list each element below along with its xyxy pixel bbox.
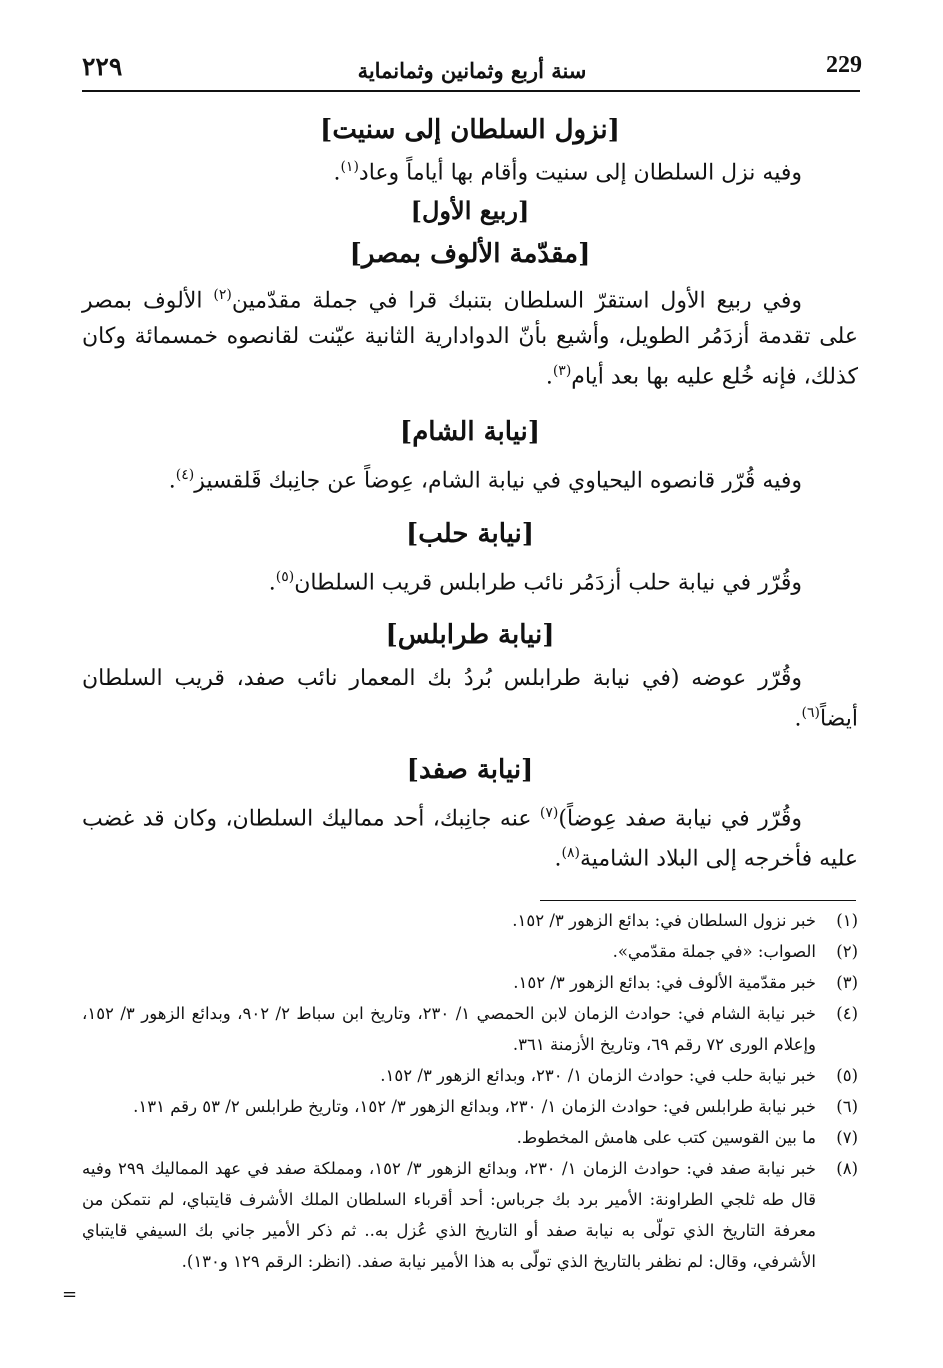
footnote-text: خبر نيابة الشام في: حوادث الزمان لابن الحمصي ١/ ٢٣٠، وتاريخ ابن سباط ٢/ ٩٠٢، وبدائع الزهور ٣/ ١٥٢، وإعلام الورى ٧٢ رقم ٦٩، وتاريخ الأزمنة ٣٦١. [82, 1004, 816, 1054]
page-number-arabic: ٢٢٩ [82, 52, 123, 81]
header-rule [82, 90, 860, 92]
footnote-number: (٦) [836, 1097, 858, 1116]
footnote-ref: (٨) [561, 845, 580, 862]
footnote-text: خبر مقدّمية الألوف في: بدائع الزهور ٣/ ١٥٢. [513, 973, 816, 992]
footnote-ref: (٤) [175, 466, 195, 483]
footnote [82, 1091, 858, 1122]
paragraph: وفيه قُرّر قانصوه اليحياوي في نيابة الشام، عِوضاً عن جانِبك قَلقسيز$^{(٤)}$. [168, 466, 802, 494]
footnote [82, 1153, 858, 1277]
footnote-number: (٣) [836, 973, 858, 992]
running-title: سنة أربع وثمانين وثمانماية [357, 58, 587, 83]
footnote [82, 905, 858, 936]
margin-mark: = [62, 1284, 78, 1305]
section-heading: [نيابة صفد] [406, 754, 534, 785]
section-heading: [نزول السلطان إلى سنيت] [320, 115, 620, 145]
footnote-number: (١) [836, 911, 858, 930]
section-heading: [نيابة طرابلس] [385, 619, 555, 650]
footnote-number: (٤) [836, 1004, 858, 1023]
footnote-text: الصواب: «في جملة مقدّمي». [612, 942, 816, 961]
footnote [82, 1060, 858, 1091]
footnote-text: خبر نيابة طرابلس في: حوادث الزمان ١/ ٢٣٠، وبدائع الزهور ٣/ ١٥٢، وتاريخ طرابلس ٢/ ٥٣ رقم ١٣١. [133, 1097, 816, 1116]
footnote [82, 1122, 858, 1153]
footnote [82, 967, 858, 998]
footnote-number: (٥) [836, 1066, 858, 1085]
paragraph: وقُرّر عوضه (في نيابة طرابلس بُردُ بك المعمار نائب صفد، قريب السلطان أيضاً$^{(٦)}$. [82, 665, 858, 731]
footnote-separator [540, 900, 856, 901]
footnote-ref: (٧) [539, 804, 559, 821]
paragraph: وفيه نزل السلطان إلى سنيت وأقام بها أياماً وعاد$^{(١)}$. [333, 159, 802, 186]
footnote-ref: (٥) [275, 569, 295, 586]
paragraph: وقُرّر في نيابة حلب أزدَمُر نائب طرابلس قريب السلطان$^{(٥)}$. [268, 569, 802, 596]
footnote [82, 998, 858, 1060]
section-heading: [نيابة حلب] [405, 519, 535, 550]
footnote-ref: (٢) [213, 287, 232, 304]
footnote-ref: (١) [340, 159, 359, 175]
footnote-number: (٧) [836, 1128, 858, 1147]
page-number-latin: 229 [826, 52, 862, 78]
footnote-ref: (٣) [552, 362, 572, 379]
footnote-text: ما بين القوسين كتب على هامش المخطوط. [516, 1128, 816, 1147]
running-header [82, 52, 862, 88]
footnote-number: (٢) [836, 942, 858, 961]
footnote-text: خبر نيابة حلب في: حوادث الزمان ١/ ٢٣٠، وبدائع الزهور ٣/ ١٥٢. [380, 1066, 816, 1085]
month-heading: [ربيع الأول] [410, 196, 530, 226]
footnote-number: (٨) [836, 1159, 858, 1178]
footnote-text: خبر نزول السلطان في: بدائع الزهور ٣/ ١٥٢. [512, 911, 816, 930]
footnotes [82, 905, 858, 1277]
footnote-ref: (٦) [801, 704, 820, 721]
main-text [82, 110, 858, 877]
footnote [82, 936, 858, 967]
paragraph: وفي ربيع الأول استقرّ السلطان بتنبك قرا في جملة مقدّمين$^{(٢)}$ الألوف بمصر على تقدمة أزدَمُر الطويل، وأشيع بأنّ الدوادارية الثانية عيّنت لقانصوه خمسمائة وكان كذلك، فإنه خُلع عليه بها بعد أيام$^{(٣)}$. [82, 287, 858, 389]
section-heading: [مقدّمة الألوف بمصر] [349, 239, 591, 270]
footnote-text: خبر نيابة صفد في: حوادث الزمان ١/ ٢٣٠، وبدائع الزهور ٣/ ١٥٢، ومملكة صفد في عهد المماليك ٢٩٩ وفيه قال طه ثلجي الطراونة: الأمير برد بك جرباس: أحد أقرباء السلطان الملك الأشرف قايتباي، لم نتمكن من معرفة التاريخ الذي تولّى به نيابة صفد أو التاريخ الذي عُزل به.. ثم ذكر الأمير جاني بك السيفي قايتباي الأشرفي، وقال: لم نظفر بالتاريخ الذي تولّى به هذا الأمير نيابة صفد. (انظر: الرقم ١٢٩ و١٣٠). [82, 1159, 816, 1271]
section-heading: [نيابة الشام] [399, 416, 541, 447]
paragraph: وقُرّر في نيابة صفد عِوضاً)$^{(٧)}$ عنه جانِبك، أحد مماليك السلطان، وكان قد غضب عليه فأخرجه إلى البلاد الشامية$^{(٨)}$. [82, 804, 858, 872]
